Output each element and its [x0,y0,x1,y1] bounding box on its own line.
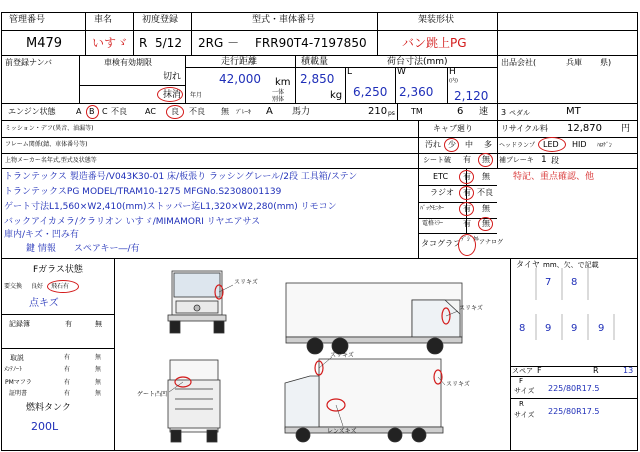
tire-unit: mm、欠、で記載 [543,261,599,269]
etc-label: ETC [433,172,449,181]
chip-circle-mark [47,280,79,293]
recycle-label: リサイクル料 [501,124,548,133]
cab-label: キャブ廻り [433,124,473,133]
headlamp-hid: HID [572,140,587,149]
maker-name: いすゞ [92,36,129,50]
manual-yes: 有 [64,354,71,361]
inspect-label: 車検有効期限 [104,58,152,67]
origin-pref: 兵庫 [566,58,582,67]
seat-no: 無 [482,155,490,164]
note-line-6: 鍵 情報 スペアキー―/有 [26,244,140,254]
elec-mirror-no: 無 [482,219,490,228]
cargo-L-value: 6,250 [353,85,388,99]
grade-b: B [89,107,95,116]
fuel-value: 200L [31,420,59,433]
back-monitor-yes: 有 [463,204,471,213]
spare-value: 13 [623,366,634,375]
pm-yes: 有 [64,379,71,386]
record-label: 記録簿 [9,320,30,328]
tire-r1: 8 [519,323,526,334]
menta-yes: 有 [64,366,71,373]
massho-circle-mark [157,87,183,102]
tire-f2: 8 [571,277,578,288]
etc-no: 無 [482,172,490,181]
radio-yes-circle-mark [459,186,474,200]
model-code: 2RG － [198,36,240,50]
uwamono-label: 上物メーカー名年式,型式及状態等 [5,157,97,164]
tire-r4: 9 [598,323,605,334]
dirt-small: 少 [448,140,456,149]
cargo-W-label: W [397,67,406,77]
cert-label: 証明書 [9,390,28,397]
note-line-3: ゲート寸法L1,560×W2,410(mm)ストッパー迄L1,320×W2,280(mm) リモコン [4,202,337,212]
tire-title: タイヤ [516,260,540,269]
fuel-label: 燃料タンク [26,403,71,413]
r-size-value: 225/80R17.5 [548,407,600,416]
era: R [139,36,148,50]
r-size-caption: サイズ [514,411,535,419]
glass-chip: 飛石有 [51,283,70,290]
year-month-label: 年月 [190,92,203,99]
pedal-label: ペダル [509,109,530,117]
tachograph-analog: アナログ [479,239,504,246]
frame-label: フレーム関係(錆、車体番号等) [5,141,88,148]
power-label: 馬力 [292,107,311,117]
manual-no: 無 [95,354,102,361]
ac-good-circle-mark [166,105,184,119]
elec-mirror-yes: 有 [463,219,471,228]
mission-label: ミッション・デフ(異音、油漏等) [5,125,94,132]
mt-value: MT [566,106,581,117]
yen-unit: 円 [621,124,631,134]
menta-no: 無 [95,366,102,373]
pm-label: PMマフラ [5,379,32,386]
spare-f-label: F [537,366,542,375]
cargo-H-value: 2,120 [454,89,489,103]
tm-label: TM [411,107,423,116]
km-unit: km [275,77,291,88]
assist-brake-value: 1 [541,155,547,165]
engine-label: エンジン状態 [8,107,56,116]
body-label: 架装形状 [418,15,455,25]
power-value: 210 [368,106,388,117]
spare-label: スペア [512,367,533,375]
gate-damage-label: ゲート凸凹 [137,391,168,398]
model-label: 型式・車体番号 [252,15,316,25]
grade-b-circle-mark [86,105,99,119]
cargo-W-value: 2,360 [399,85,434,99]
ac-none: 無 [221,107,229,116]
truck-damage-diagram [115,259,510,451]
cargo-label: 荷台寸法(mm) [387,57,448,67]
radio-yes: 有 [463,188,471,197]
tire-r3: 9 [571,323,578,334]
prev-plate-label: 前登録ナンバ [5,58,53,67]
dan-label: 段 [551,156,559,165]
ps-unit: ps [388,110,395,117]
f-size-value: 225/80R17.5 [548,384,600,393]
glass-replace: 要交換 [4,283,23,290]
glass-title: Fガラス状態 [33,265,83,275]
note-line-4: バックアイカメラ/クラリオン いすゞ/MIMAMORI リヤエアサス [4,217,261,227]
f-size-caption: サイズ [514,387,535,395]
seat-no-circle-mark [478,153,493,167]
kanri-label: 管理番号 [9,15,46,25]
suri-label-box: スリキズ [446,381,470,388]
seat-label: シート破 [423,156,451,164]
elec-mirror-no-circle-mark [478,217,493,231]
seat-yes: 有 [463,155,471,164]
tire-f1: 7 [545,277,552,288]
r-size-label: R [519,400,524,408]
manual-label: 取説 [10,354,24,362]
tachograph-digital: ﾃﾞｼﾞﾀﾙ [461,236,480,243]
f-size-label: F [519,377,524,385]
brake-label: ﾌﾞﾚｰｷ [236,109,252,116]
speed-label: 速 [479,107,489,117]
radio-bad: 不良 [477,188,493,197]
betsutai-label: 別体 [272,96,285,103]
kanri-no: M479 [26,36,63,51]
headlamp-led: LED [543,140,559,149]
cargo-H-label: H [449,67,456,77]
body-type: バン跳上PG [402,36,467,50]
dirt-mid: 中 [465,140,473,149]
note-line-1: トランテックス 製造番号/V043K30-01 床/板張り ラッシングレール/2段 工具箱/ステン [4,172,358,182]
etc-yes-circle-mark [459,170,474,184]
special-notes: 特記、重点確認、他 [513,172,595,182]
cargo-L-label: L [347,67,353,77]
note-line-5: 庫内/キズ・凹み有 [4,230,79,240]
recycle-value: 12,870 [567,123,602,134]
record-yes: 有 [65,320,72,328]
suri-label-side: スリキズ [459,305,483,312]
origin-label: 出品会社( [501,58,537,67]
back-monitor-no: 無 [482,204,490,213]
etc-yes: 有 [463,172,471,181]
grade-c: C [102,107,108,116]
assist-brake-label: 補ブレーキ [499,156,534,164]
grade-a: A [76,107,82,116]
origin-suffix: 県) [600,58,612,67]
cert-yes: 有 [64,390,71,397]
engine-bad: 不良 [111,107,127,116]
lens-damage-label: レンズキズ [327,428,357,435]
led-circle-mark [538,137,566,152]
pedal-no: 3 [501,108,507,117]
capacity-label: 積載量 [301,57,329,67]
cert-no: 無 [95,390,102,397]
ac-label: AC [145,107,156,116]
ac-bad: 不良 [189,107,205,116]
suri-label-front: スリキズ [234,279,258,286]
glass-good: 良好 [31,283,44,290]
kg-unit: kg [330,90,343,101]
mileage-value: 42,000 [219,72,261,86]
cargo-H-unit: (内) [449,78,458,84]
headlamp-halogen: ﾊﾛｹﾞﾝ [597,142,613,149]
capacity-value: 2,850 [300,72,335,86]
spare-r-label: R [593,366,599,375]
menta-label: ﾒﾝﾃﾉｰﾄ [4,366,23,373]
massho-label: 抹消 [163,90,182,100]
pm-no: 無 [95,379,102,386]
dirt-many: 多 [484,140,492,149]
note-line-2: トランテックスPG MODEL/TRAM10-1275 MFGNo.S2308001139 [4,187,282,197]
elec-mirror-label: 電格ﾐﾗｰ [422,220,444,227]
back-monitor-label: ﾊﾞｯｸﾓﾆﾀｰ [420,205,445,212]
mileage-label: 走行距離 [221,57,258,67]
dirt-label: 汚れ [425,140,441,149]
first-reg-label: 初度登録 [142,15,179,25]
brake-grade: A [266,106,273,117]
back-monitor-yes-circle-mark [459,202,474,216]
tire-r2: 9 [545,323,552,334]
first-reg-date: 5/12 [155,36,182,50]
ichitai-label: 一体 [272,89,285,96]
record-no: 無 [95,320,102,328]
glass-note: 点キズ [29,298,59,309]
maker-label: 車名 [94,15,113,25]
tachograph-label: タコグラフ [421,239,461,248]
tm-value: 6 [457,106,464,117]
radio-label: ラジオ [430,188,454,197]
suri-label-rear: スリキズ [330,352,354,359]
kire-label: 切れ [163,72,182,82]
ac-good: 良 [171,107,179,116]
headlamp-label: ヘッドランプ [499,142,536,149]
digital-circle-mark [458,234,476,256]
chassis-no: FRR90T4-7197850 [255,36,367,50]
dirt-small-circle-mark [444,138,459,152]
